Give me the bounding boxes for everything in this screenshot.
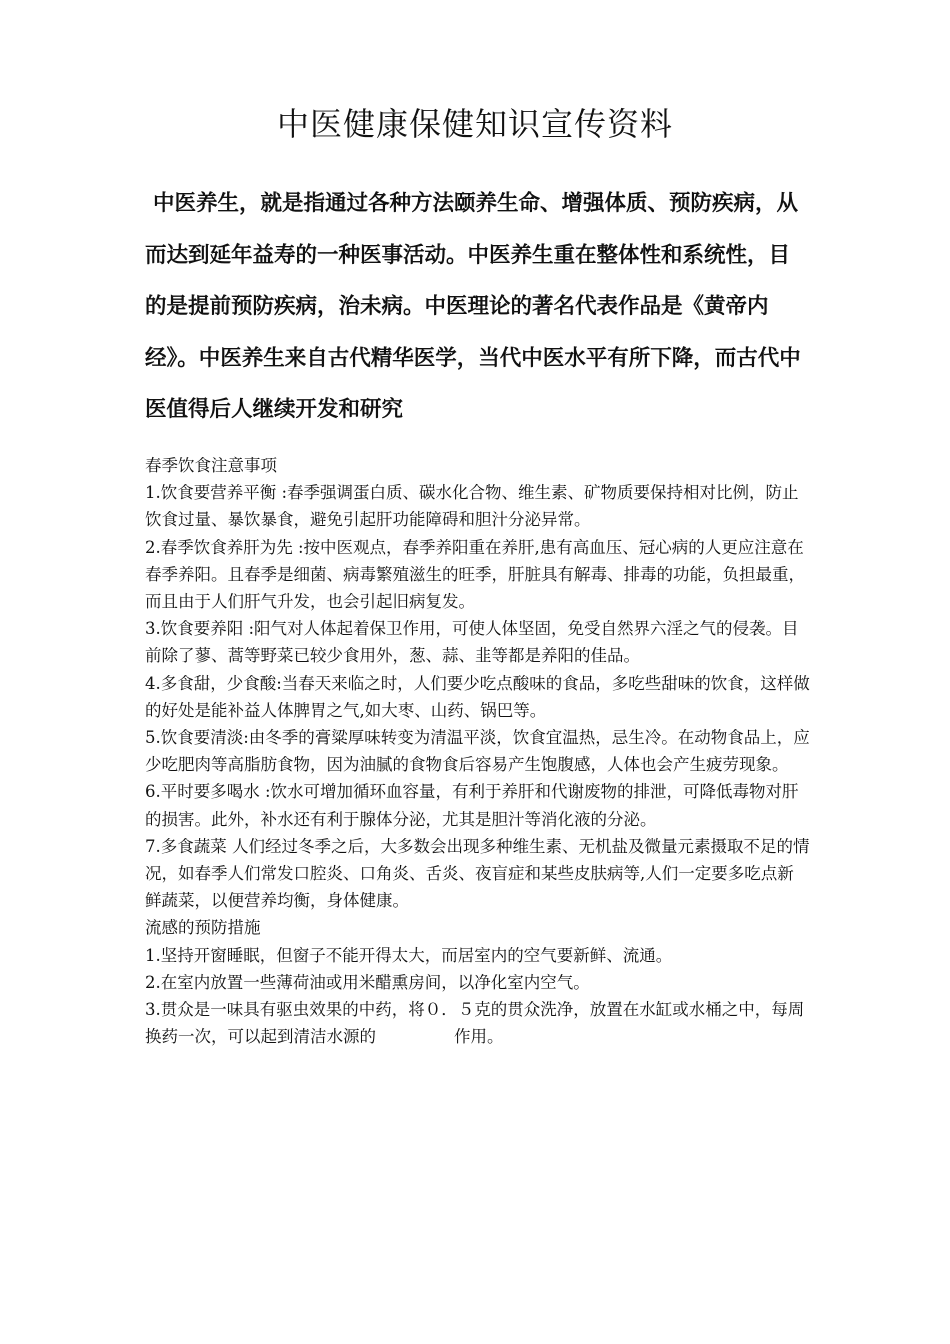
flu-item-3-ending: 作用。 [454,1027,504,1047]
section-heading-flu: 流感的预防措施 [145,918,261,938]
document-body [145,452,810,1050]
intro-paragraph: 中医养生，就是指通过各种方法颐养生命、增强体质、预防疾病，从而达到延年益寿的一种医事活动。中医养生重在整体性和系统性，目的是提前预防疾病，治未病。中医理论的著名代表作品是《黄帝内经》。中医养生来自古代精华医学，当代中医水平有所下降，而古代中医值得后人继续开发和研究 [145,191,801,422]
spring-item-3: 3.饮食要养阳 :阳气对人体起着保卫作用，可使人体坚固，免受自然界六淫之气的侵袭。目前除了蓼、蒿等野菜已较少食用外，葱、蒜、韭等都是养阳的佳品。 [145,619,799,666]
document-title: 中医健康保健知识宣传资料 [276,105,673,143]
section-heading-spring: 春季饮食注意事项 [145,456,277,475]
flu-item-3-text: 3.贯众是一味具有驱虫效果的中药，将０．５克的贯众洗净，放置在水缸或水桶之中，每周换药一次，可以起到清洁水源的 [145,1000,805,1047]
spring-item-4: 4.多食甜，少食酸:当春天来临之时，人们要少吃点酸味的食品，多吃些甜味的饮食，这样做的好处是能补益人体脾胃之气,如大枣、山药、锅巴等。 [145,673,810,720]
spring-item-1: 1.饮食要营养平衡 :春季强调蛋白质、碳水化合物、维生素、矿物质要保持相对比例，防止饮食过量、暴饮暴食，避免引起肝功能障碍和胆汁分泌异常。 [145,483,799,530]
spring-item-2: 2.春季饮食养肝为先 :按中医观点，春季养阳重在养肝,患有高血压、冠心病的人更应注意在春季养阳。且春季是细菌、病毒繁殖滋生的旺季，肝脏具有解毒、排毒的功能，负担最重，而且由于人们肝气升发，也会引起旧病复发。 [145,537,805,612]
flu-item-1: 1.坚持开窗睡眠，但窗子不能开得太大，而居室内的空气要新鲜、流通。 [145,945,673,965]
flu-item-3 [145,996,810,1050]
spring-item-5: 5.饮食要清淡:由冬季的膏粱厚味转变为清温平淡，饮食宜温热，忌生冷。在动物食品上，应少吃肥肉等高脂肪食物，因为油腻的食物食后容易产生饱腹感，人体也会产生疲劳现象。 [145,728,810,775]
spring-item-7: 7.多食蔬菜 人们经过冬季之后，大多数会出现多种维生素、无机盐及微量元素摄取不足的情况，如春季人们常发口腔炎、口角炎、舌炎、夜盲症和某些皮肤病等,人们一定要多吃点新鲜蔬菜，以便营养均衡，身体健康。 [145,836,810,911]
spring-item-6: 6.平时要多喝水 :饮水可增加循环血容量，有利于养肝和代谢废物的排泄，可降低毒物对肝的损害。此外，补水还有利于腺体分泌，尤其是胆汁等消化液的分泌。 [145,782,799,829]
flu-item-2: 2.在室内放置一些薄荷油或用米醋熏房间，以净化室内空气。 [145,972,590,992]
